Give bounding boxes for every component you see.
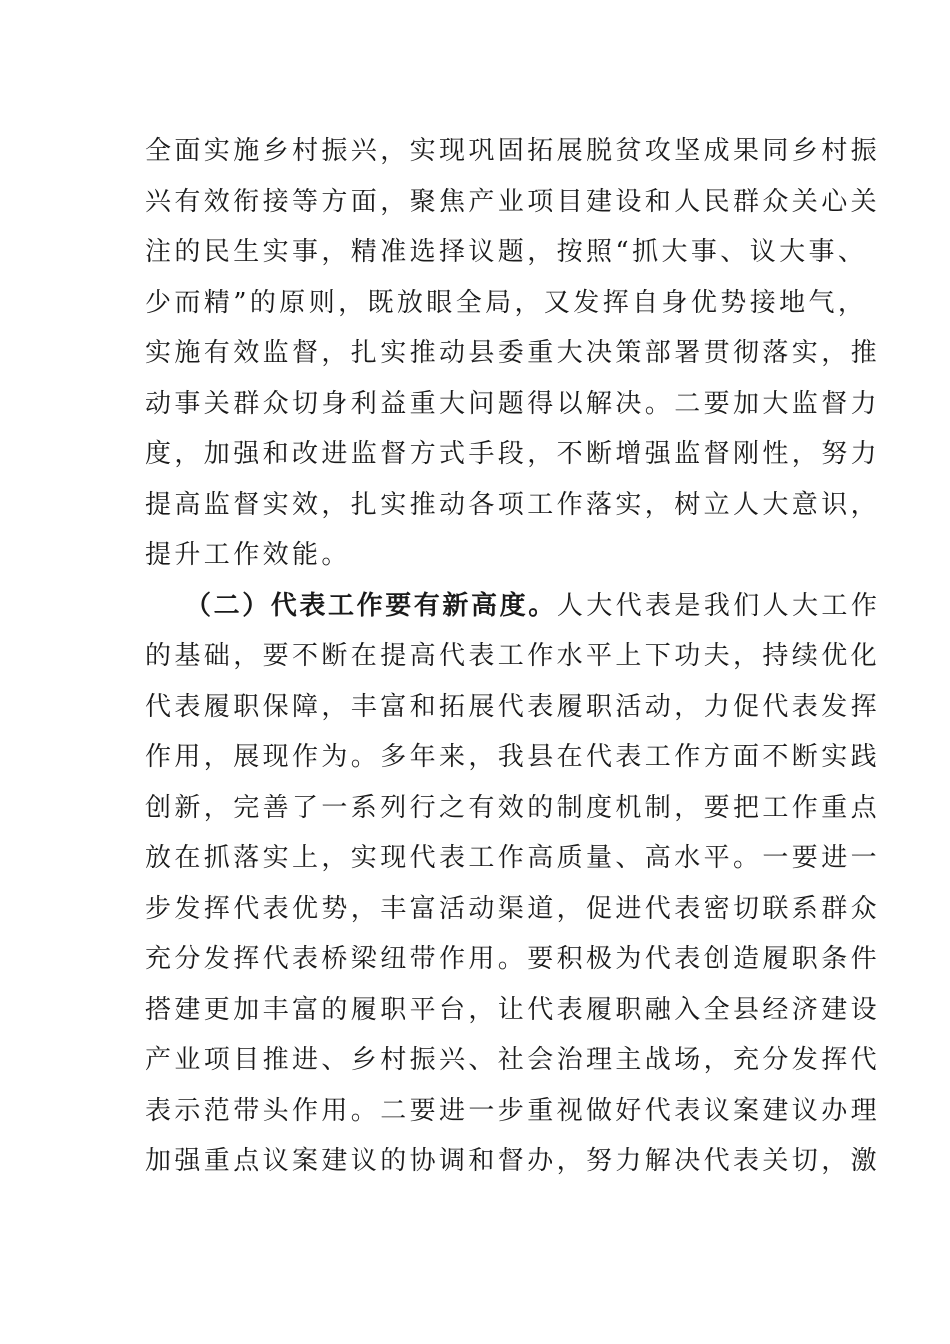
text-line: 步发挥代表优势，丰富活动渠道，促进代表密切联系群众	[145, 893, 881, 924]
section-heading: （二）代表工作要有新高度。	[185, 590, 557, 621]
text-line: 表示范带头作用。二要进一步重视做好代表议案建议办理	[145, 1095, 881, 1126]
document-body	[145, 126, 881, 1187]
text-line: 作用，展现作为。多年来，我县在代表工作方面不断实践	[145, 742, 881, 772]
text-line: 动事关群众切身利益重大问题得以解决。二要加大监督力	[145, 388, 881, 419]
text-line: 充分发挥代表桥梁纽带作用。要积极为代表创造履职条件	[145, 944, 881, 974]
text-line: 度，加强和改进监督方式手段，不断增强监督刚性，努力	[145, 439, 881, 469]
text-line: 创新，完善了一系列行之有效的制度机制，要把工作重点	[145, 792, 881, 823]
text-line: 加强重点议案建议的协调和督办，努力解决代表关切，激	[145, 1146, 881, 1176]
text-line-first	[145, 581, 881, 632]
text-line: 产业项目推进、乡村振兴、社会治理主战场，充分发挥代	[145, 1045, 881, 1075]
text-line: 提高监督实效，扎实推动各项工作落实，树立人大意识，	[145, 489, 881, 520]
text-line: 少而精”的原则，既放眼全局，又发挥自身优势接地气，	[145, 287, 868, 318]
text-line: 搭建更加丰富的履职平台，让代表履职融入全县经济建设	[145, 994, 881, 1025]
text-line: 全面实施乡村振兴，实现巩固拓展脱贫攻坚成果同乡村振	[145, 136, 881, 166]
text-line: 实施有效监督，扎实推动县委重大决策部署贯彻落实，推	[145, 338, 881, 368]
text-line: 代表履职保障，丰富和拓展代表履职活动，力促代表发挥	[145, 691, 881, 722]
text-line: 放在抓落实上，实现代表工作高质量、高水平。一要进一	[145, 843, 881, 873]
paragraph-2	[145, 581, 881, 1187]
text-line: 兴有效衔接等方面，聚焦产业项目建设和人民群众关心关	[145, 186, 881, 217]
paragraph-1	[145, 126, 881, 581]
text-run: 人大代表是我们人大工作	[556, 590, 881, 621]
text-line: 注的民生实事，精准选择议题，按照“抓大事、议大事、	[145, 237, 868, 267]
text-line: 提升工作效能。	[145, 540, 351, 570]
text-line: 的基础，要不断在提高代表工作水平上下功夫，持续优化	[145, 641, 881, 671]
